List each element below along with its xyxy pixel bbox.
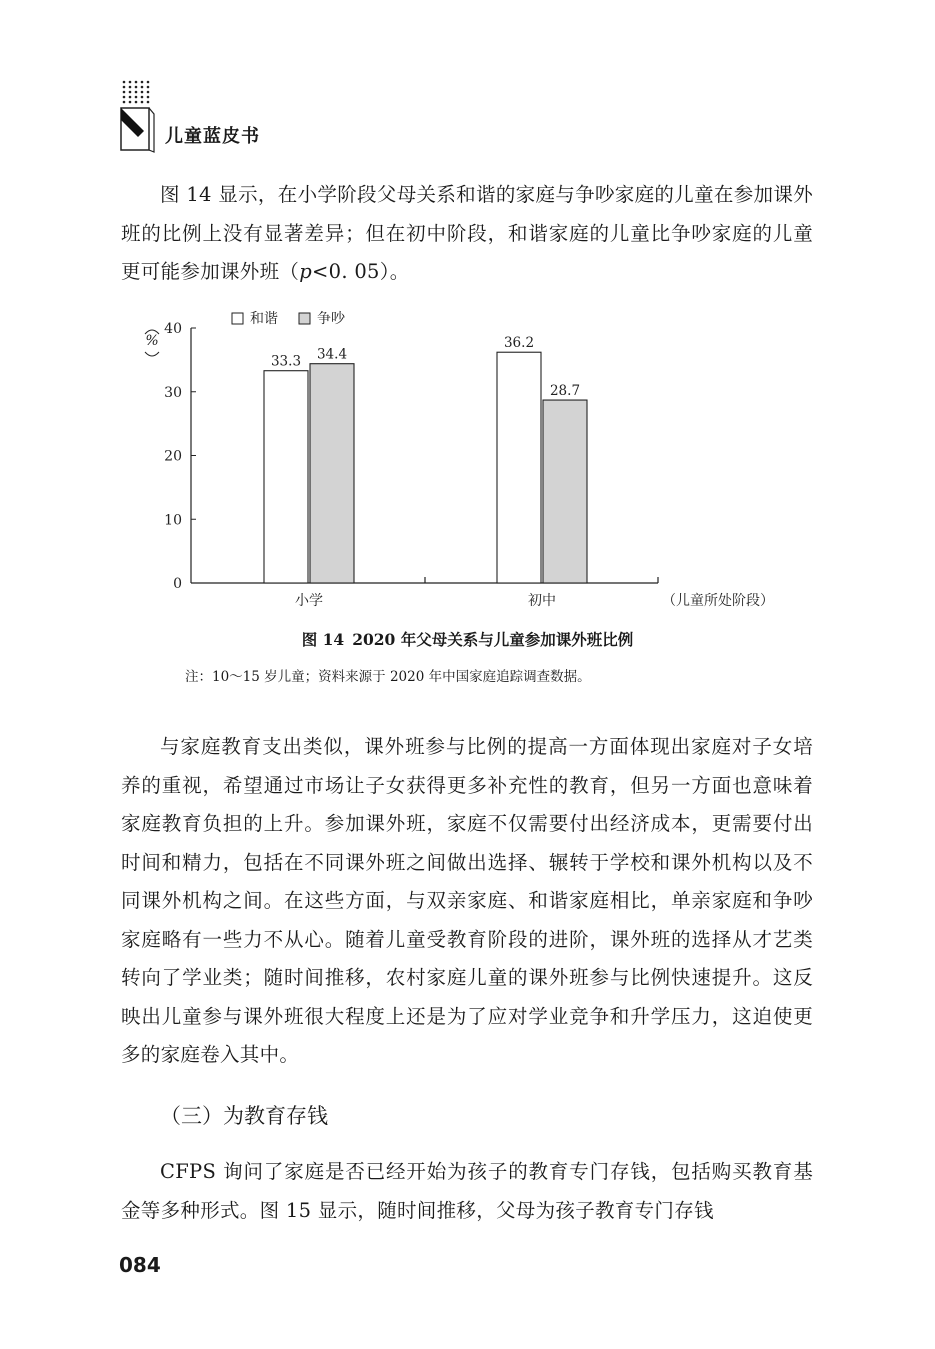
legend-swatch xyxy=(299,313,310,324)
figure-caption xyxy=(0,628,935,650)
page-number: 084 xyxy=(119,1253,161,1277)
y-tick-label: 40 xyxy=(164,321,182,337)
figure-title: 2020 年父母关系与儿童参加课外班比例 xyxy=(352,630,634,649)
bar xyxy=(543,400,587,583)
book-series-logo-icon xyxy=(118,78,158,158)
paragraph-1-text: 图 14 显示，在小学阶段父母关系和谐的家庭与争吵家庭的儿童在参加课外班的比例上没有显著差异；但在初中阶段，和谐家庭的儿童比争吵家庭的儿童更可能参加课外班（ xyxy=(121,183,813,283)
y-label-paren-bottom xyxy=(145,352,159,356)
paragraph-3: CFPS 询问了家庭是否已经开始为孩子的教育专门存钱，包括购买教育基金等多种形式。图 15 显示，随时间推移，父母为孩子教育专门存钱 xyxy=(121,1160,813,1222)
legend-label: 和谐 xyxy=(250,311,278,327)
bar xyxy=(264,371,308,583)
figure-note: 注：10～15 岁儿童；资料来源于 2020 年中国家庭追踪调查数据。 xyxy=(185,669,591,685)
bar-value-label: 36.2 xyxy=(503,335,535,352)
y-tick-label: 10 xyxy=(164,512,182,529)
y-tick-label: 30 xyxy=(164,384,182,401)
section-heading: （三）为教育存钱 xyxy=(160,1104,328,1128)
y-axis-label: % xyxy=(145,333,159,349)
bar-value-label: 34.4 xyxy=(316,346,348,363)
legend-swatch xyxy=(232,313,243,324)
bar-value-label: 33.3 xyxy=(270,353,302,370)
bar xyxy=(497,352,541,583)
y-tick-label: 0 xyxy=(173,576,182,592)
x-axis-label: （儿童所处阶段） xyxy=(662,593,774,609)
paragraph-1 xyxy=(121,176,813,292)
bar-chart xyxy=(140,305,800,615)
figure-14-chart xyxy=(140,305,800,615)
paragraph-2: 与家庭教育支出类似，课外班参与比例的提高一方面体现出家庭对子女培养的重视，希望通过市场让子女获得更多补充性的教育，但另一方面也意味着家庭教育负担的上升。参加课外班，家庭不仅需要付出经济成本，更需要付出时间和精力，包括在不同课外班之间做出选择、辗转于学校和课外机构以及不同课外机构之间。在这些方面，与双亲家庭、和谐家庭相比，单亲家庭和争吵家庭略有一些力不从心。随着儿童受教育阶段的进阶，课外班的选择从才艺类转向了学业类；随时间推移，农村家庭儿童的课外班参与比例快速提升。这反映出儿童参与课外班很大程度上还是为了应对学业竞争和升学压力，这迫使更多的家庭卷入其中。 xyxy=(121,735,813,1066)
book-title: 儿童蓝皮书 xyxy=(165,126,260,147)
legend-label: 争吵 xyxy=(317,311,345,327)
y-tick-label: 20 xyxy=(164,448,182,465)
bar xyxy=(310,364,354,583)
p-value-symbol: p xyxy=(299,260,312,283)
x-category-label: 初中 xyxy=(528,593,556,609)
figure-number: 图 14 xyxy=(301,630,345,649)
paragraph-1-end: <0. 05）。 xyxy=(312,260,410,283)
bar-value-label: 28.7 xyxy=(549,383,581,400)
x-category-label: 小学 xyxy=(295,593,323,609)
